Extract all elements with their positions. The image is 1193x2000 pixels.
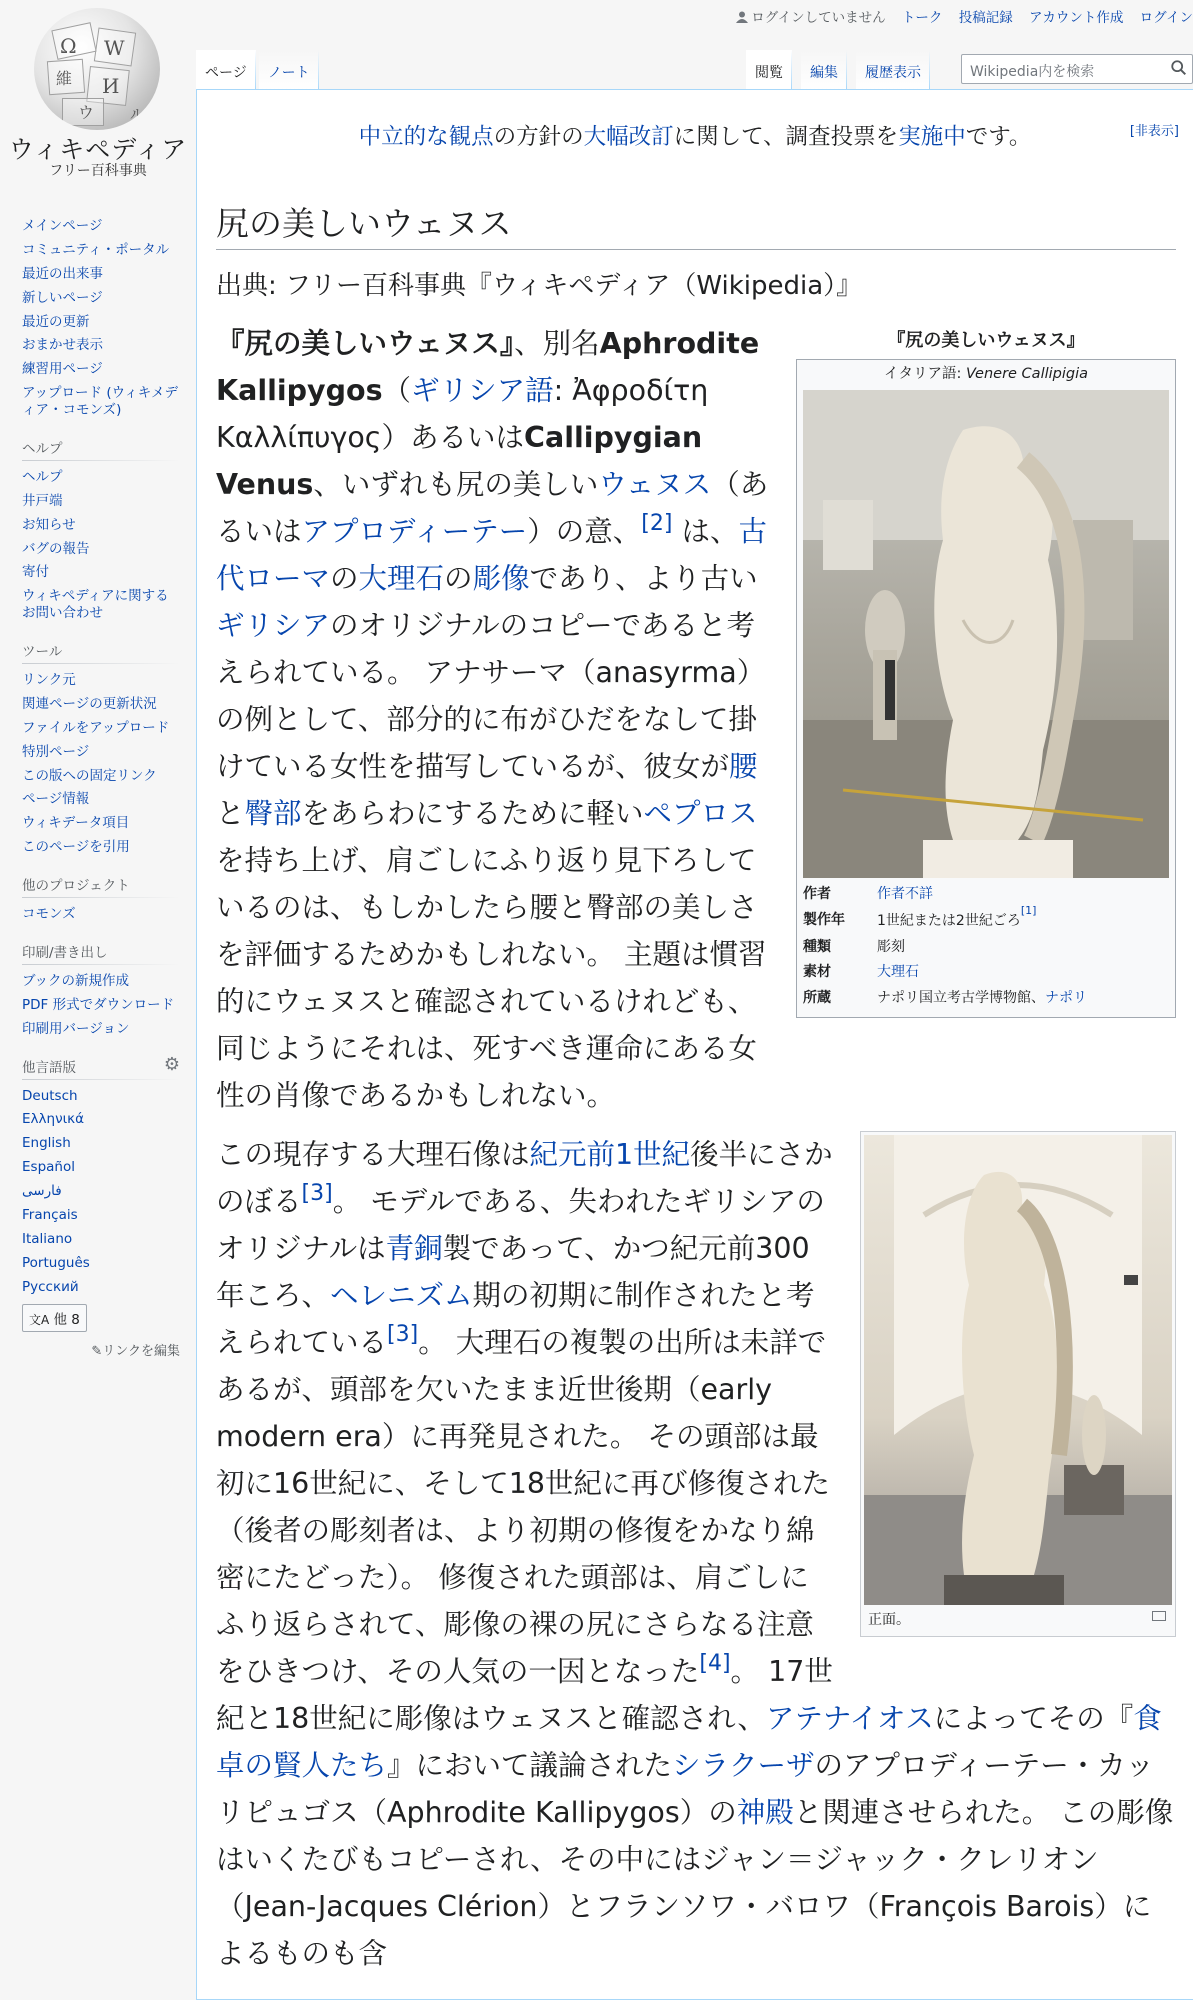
body-text: ）の意、 [527, 515, 642, 548]
body-text: 期の初期に制作されたと考えられている [216, 1279, 815, 1359]
body-text: と [216, 797, 245, 830]
body-text: のオリジナルのコピーであると考えられている。 アナサーマ（anasyrma）の例として、部分的に布がひだをなして掛けている女性を描写しているが、彼女が [216, 609, 766, 783]
translate-icon: 文A [29, 1313, 50, 1328]
sidebar-heading-print: 印刷/書き出し [22, 941, 180, 965]
sidebar-language-item[interactable] [22, 1159, 180, 1176]
logo-wordmark: ウィキペディア [8, 135, 188, 164]
infobox-subtitle-prefix: イタリア語: [883, 366, 966, 383]
sidebar-nav-link[interactable]: 練習用ページ [22, 361, 103, 378]
sidebar-nav-link[interactable]: 新しいページ [22, 289, 103, 306]
create-account-link[interactable]: アカウント作成 [1029, 10, 1124, 26]
sidebar-nav-item[interactable] [22, 266, 180, 283]
sidebar-language-link[interactable]: English [22, 1135, 71, 1152]
body-text: 。 17世紀と18世紀に彫像はウェヌスと確認され、 [216, 1655, 833, 1735]
infobox-key: 製作年 [803, 912, 845, 929]
article-link[interactable]: 青銅 [385, 1232, 443, 1265]
infobox-value-text[interactable]: 大理石 [877, 964, 919, 981]
body-text: の [330, 562, 359, 595]
sidebar-print-link[interactable]: ブックの新規作成 [22, 972, 130, 989]
infobox-subtitle [803, 364, 1169, 390]
tab-note-label: ノート [268, 65, 310, 81]
sidebar-help-item[interactable] [22, 493, 180, 510]
sidebar-nav-link[interactable]: コミュニティ・ポータル [22, 241, 170, 258]
tab-history[interactable] [856, 50, 930, 90]
nav-list [22, 218, 180, 419]
talk-link[interactable]: トーク [901, 10, 943, 26]
article-link[interactable]: 食卓の賢人たち [216, 1702, 1162, 1782]
article-link[interactable]: ヘレニズム [330, 1279, 473, 1312]
sidebar-print-item[interactable] [22, 997, 180, 1014]
languages-heading-label: 他言語版 [22, 1059, 76, 1076]
infobox-value-text: ナポリ国立考古学博物館、 [877, 989, 1045, 1006]
wikipedia-logo[interactable] [0, 0, 196, 190]
body-text: 後半にさかのぼる [216, 1138, 833, 1218]
statue-illustration [803, 390, 1169, 878]
sidebar-heading-languages [22, 1053, 180, 1080]
body-text: （あるいは [216, 468, 769, 548]
sidebar-language-item[interactable] [22, 1255, 180, 1272]
infobox-row [803, 904, 1169, 935]
projects-list [22, 906, 180, 923]
infobox-value [877, 938, 905, 958]
languages-list [22, 1088, 180, 1296]
sidebar-tool-item[interactable] [22, 720, 180, 737]
sidebar-help-link[interactable]: お知らせ [22, 516, 76, 533]
citation-link[interactable]: [1] [1020, 904, 1037, 918]
body-text: 、別名 [514, 327, 600, 360]
sidebar-tool-link[interactable]: ウィキデータ項目 [22, 815, 130, 832]
search-placeholder: Wikipedia内を検索 [970, 64, 1095, 80]
login-link[interactable]: ログイン [1139, 10, 1193, 26]
infobox-value [877, 989, 1087, 1009]
sidebar-help-link[interactable]: 井戸端 [22, 492, 63, 509]
body-text: 。 モデルである、失われたギリシアのオリジナルは [216, 1185, 825, 1265]
infobox-value-link[interactable]: ナポリ [1045, 989, 1087, 1006]
sidebar-tools [22, 640, 180, 856]
body-text: のアプロディーテー・カッリピュゴス（Aphrodite Kallipygos）の [216, 1749, 1154, 1829]
sidebar-tool-item[interactable] [22, 744, 180, 761]
body-text: であり、より古い [529, 562, 758, 595]
article-link[interactable]: ギリシア語 [411, 374, 554, 407]
sidebar-language-item[interactable] [22, 1088, 180, 1105]
notice-text: に関して、調査投票を [673, 124, 899, 150]
caption-text: 正面。 [868, 1612, 910, 1628]
site-sub: 出典: フリー百科事典『ウィキペディア（Wikipedia）』 [216, 271, 863, 301]
body-text: 、いずれも尻の美しい [313, 468, 599, 501]
body-text: この現存する大理石像は [216, 1138, 530, 1171]
more-languages-button[interactable] [22, 1304, 87, 1332]
statue-front-image[interactable] [864, 1135, 1172, 1605]
anon-user [736, 10, 885, 26]
pencil-icon: ✎ [91, 1344, 103, 1360]
sidebar-help-link[interactable]: 寄付 [22, 564, 49, 581]
sidebar-language-item[interactable] [22, 1279, 180, 1296]
infobox-value [877, 904, 1037, 932]
notice-link-vote[interactable]: 実施中 [898, 124, 966, 150]
sidebar-language-item[interactable] [22, 1231, 180, 1248]
sidebar-nav-link[interactable]: アップロード (ウィキメディア・コモンズ) [22, 385, 179, 418]
sidebar-language-item[interactable] [22, 1207, 180, 1224]
sidebar-tool-item[interactable] [22, 815, 180, 832]
sidebar-tool-link[interactable]: ファイルをアップロード [22, 719, 170, 736]
print-list [22, 973, 180, 1038]
globe-glyph: ル [130, 107, 144, 123]
sidebar-help-link[interactable]: バグの報告 [22, 540, 90, 557]
sidebar-projects [22, 874, 180, 923]
sidebar-tool-item[interactable] [22, 791, 180, 808]
notice-text: です。 [965, 124, 1032, 150]
infobox-value [877, 963, 919, 983]
contributions-link[interactable]: 投稿記録 [958, 10, 1013, 26]
sidebar-nav-item[interactable] [22, 337, 180, 354]
sidebar-language-link[interactable]: Русский [22, 1278, 79, 1295]
enlarge-icon[interactable] [1152, 1611, 1166, 1621]
body-text: 』において議論された [387, 1749, 673, 1782]
infobox-rows [803, 878, 1169, 1011]
sidebar-tool-item[interactable] [22, 696, 180, 713]
sidebar-tool-link[interactable]: 関連ページの更新状況 [22, 695, 157, 712]
sidebar-language-item[interactable] [22, 1135, 180, 1152]
sidebar-languages [22, 1053, 180, 1360]
sidebar-nav-link[interactable]: 最近の更新 [22, 313, 90, 330]
body-text: （ [382, 374, 412, 407]
sidebar-help-item[interactable] [22, 517, 180, 534]
sidebar-language-link[interactable]: Italiano [22, 1230, 73, 1247]
body-text: は、 [672, 515, 739, 548]
body-text: によってその『 [933, 1702, 1134, 1735]
article-link[interactable]: 腰 [729, 750, 758, 783]
infobox-value [877, 885, 933, 905]
body-text: 。 大理石の複製の出所は未詳であるが、頭部を欠いたまま近世後期（early modern era）に再発見された。 その頭部は最初に16世紀に、そして18世紀に再び修復された（後者の彫刻者は、より初期の修復をかなり綿密にたどった）。 修復された頭部は、肩ごしにふり返らされて、彫像の裸の尻にさらなる注意をひきつけ、その人気の一因となった [216, 1326, 831, 1688]
sidebar-tool-item[interactable] [22, 768, 180, 785]
sidebar-help-link[interactable]: ウィキペディアに関するお問い合わせ [22, 588, 169, 622]
sidebar-language-link[interactable]: Deutsch [22, 1087, 78, 1104]
infobox-key: 素材 [803, 964, 831, 981]
edit-links[interactable] [22, 1340, 180, 1359]
personal-tools [724, 6, 1193, 26]
sidebar-nav-link[interactable]: 最近の出来事 [22, 265, 103, 282]
sidebar-nav-item[interactable] [22, 361, 180, 378]
body-text: の [444, 562, 473, 595]
article-link[interactable]: ギリシア [216, 609, 331, 642]
page-tabs [196, 50, 1193, 90]
thumbnail-front [860, 1131, 1176, 1637]
infobox-row [803, 960, 1169, 986]
body-text: を持ち上げ、肩ごしにふり返り見下ろしているのは、もしかしたら腰と臀部の美しさを評価するためかもしれない。 主題は慣習的にウェヌスと確認されているけれども、同じようにそれは、死すべき運命にある女性の肖像であるかもしれない。 [216, 844, 767, 1112]
article-link[interactable]: ウェヌス [598, 468, 712, 501]
infobox [796, 328, 1176, 1018]
sidebar-nav-link[interactable]: メインページ [22, 218, 103, 234]
infobox-value-text[interactable]: 作者不詳 [877, 886, 933, 903]
tab-page[interactable] [196, 50, 256, 90]
bold-text: Aphrodite Kallipygos [216, 327, 760, 407]
sidebar-nav-link[interactable]: おまかせ表示 [22, 337, 103, 354]
body-text: 製であって、かつ紀元前300年ころ、 [216, 1232, 810, 1312]
article-link[interactable]: ペプロス [643, 797, 758, 830]
sidebar-nav-item[interactable] [22, 290, 180, 307]
sidebar-heading-tools: ツール [22, 640, 180, 664]
sidebar-tool-item[interactable] [22, 839, 180, 856]
content-area [196, 89, 1193, 2000]
tab-note[interactable] [259, 50, 319, 90]
sidebar-tool-link[interactable]: このページを引用 [22, 839, 130, 856]
infobox-subtitle-italic: Venere Callipigia [965, 366, 1089, 383]
sidebar-nav-item[interactable] [22, 218, 180, 235]
tab-edit-label: 編集 [810, 65, 838, 81]
article-link[interactable]: 神殿 [736, 1796, 794, 1829]
sidebar-help-item[interactable] [22, 564, 180, 581]
sidebar-print-link[interactable]: 印刷用バージョン [22, 1020, 130, 1037]
citation-link[interactable]: [2] [641, 511, 673, 536]
sidebar-print-link[interactable]: PDF 形式でダウンロード [22, 996, 175, 1013]
search-icon[interactable] [1170, 58, 1188, 78]
sidebar-nav-item[interactable] [22, 242, 180, 259]
sidebar [22, 218, 180, 1377]
infobox-row [803, 935, 1169, 961]
infobox-key: 所蔵 [803, 989, 831, 1006]
sidebar-help-item[interactable] [22, 588, 180, 622]
notice-link-revision[interactable]: 大幅改訂 [583, 124, 674, 150]
sidebar-tool-link[interactable]: 特別ページ [22, 743, 90, 760]
sidebar-help-item[interactable] [22, 469, 180, 486]
more-languages-label: 他 8 [53, 1312, 80, 1329]
globe-icon [34, 8, 160, 130]
article-link[interactable]: シラクーザ [672, 1749, 815, 1782]
sidebar-navigation [22, 218, 180, 419]
bold-text: 『尻の美しいウェヌス』 [216, 327, 515, 360]
site-notice [197, 118, 1193, 156]
user-icon [736, 11, 748, 23]
globe-glyph: И [102, 74, 120, 98]
tab-edit[interactable] [801, 50, 847, 90]
sidebar-nav-item[interactable] [22, 385, 180, 419]
statue-front-illustration [864, 1135, 1172, 1605]
notice-text: の方針の [493, 124, 584, 150]
help-list [22, 469, 180, 622]
sidebar-nav-item[interactable] [22, 314, 180, 331]
body-text: : Ἀφροδίτη Καλλίπυγος）あるいは [216, 374, 709, 454]
article-link[interactable]: アプロディーテー [301, 515, 528, 548]
article-body [216, 320, 1176, 1989]
citation-link[interactable]: [3] [387, 1322, 419, 1347]
sidebar-project-link[interactable]: コモンズ [22, 906, 76, 922]
sidebar-tool-link[interactable]: リンク元 [22, 672, 76, 688]
sidebar-heading-help: ヘルプ [22, 437, 180, 461]
not-logged-in-label: ログインしていません [751, 10, 886, 26]
sidebar-heading-projects: 他のプロジェクト [22, 874, 180, 898]
body-text: と関連させられた。 この彫像はいくたびもコピーされ、その中にはジャン＝ジャック・クレリオン（Jean-Jacques Clérion）とフランソワ・バロワ（François Barois）によるものも含 [216, 1796, 1174, 1970]
body-text: をあらわにするために軽い [301, 797, 644, 830]
globe-glyph: Ω [60, 34, 77, 58]
sidebar-tool-link[interactable]: ページ情報 [22, 791, 90, 808]
sidebar-tool-link[interactable]: この版への固定リンク [22, 767, 157, 784]
infobox-value-text: 1世紀または2世紀ごろ [877, 913, 1021, 930]
article-link[interactable]: 古代ローマ [216, 515, 768, 595]
tab-history-label: 履歴表示 [865, 65, 921, 81]
tab-read-label: 閲覧 [755, 65, 783, 81]
thumbnail-caption [864, 1605, 1172, 1633]
infobox-key: 種類 [803, 938, 831, 955]
sidebar-print-item[interactable] [22, 1021, 180, 1038]
gear-icon[interactable]: ⚙ [163, 1053, 180, 1075]
page-title: 尻の美しいウェヌス [216, 198, 1176, 250]
sidebar-print-item[interactable] [22, 973, 180, 990]
globe-glyph: ウ [78, 103, 95, 122]
article-link[interactable]: アテナイオス [765, 1702, 934, 1735]
tab-page-label: ページ [205, 65, 247, 81]
sidebar-tool-item[interactable] [22, 672, 180, 689]
search-input[interactable] [961, 54, 1193, 84]
citation-link[interactable]: [4] [699, 1651, 731, 1676]
citation-link[interactable]: [3] [301, 1181, 333, 1206]
hide-notice-button[interactable]: [非表示] [1129, 124, 1179, 139]
statue-back-image[interactable] [803, 390, 1169, 878]
infobox-value-text: 彫刻 [877, 938, 905, 955]
sidebar-print [22, 941, 180, 1038]
tools-list [22, 672, 180, 856]
sidebar-language-link[interactable]: Español [22, 1159, 75, 1176]
logo-tagline: フリー百科事典 [49, 163, 147, 179]
article-link[interactable]: 臀部 [244, 797, 302, 830]
globe-glyph: 維 [56, 69, 73, 88]
bold-text: Callipygian Venus [216, 421, 703, 501]
sidebar-language-link[interactable]: فارسی [22, 1183, 62, 1199]
article-link[interactable]: 紀元前1世紀 [529, 1138, 691, 1171]
infobox-row [803, 986, 1169, 1012]
sidebar-language-item[interactable] [22, 1111, 180, 1128]
sidebar-language-link[interactable]: Français [22, 1206, 78, 1223]
infobox-row [803, 882, 1169, 908]
article-link[interactable]: 彫像 [472, 562, 530, 595]
infobox-key: 作者 [803, 886, 831, 903]
edit-links-label: リンクを編集 [102, 1344, 180, 1360]
tab-read[interactable] [746, 50, 792, 90]
article-link[interactable]: 大理石 [358, 562, 445, 595]
globe-glyph: W [104, 36, 125, 60]
sidebar-help-item[interactable] [22, 541, 180, 558]
sidebar-language-item[interactable] [22, 1183, 180, 1200]
sidebar-help-link[interactable]: ヘルプ [22, 468, 63, 485]
notice-link-npov[interactable]: 中立的な観点 [358, 124, 494, 150]
infobox-title: 『尻の美しいウェヌス』 [887, 330, 1085, 351]
sidebar-project-item[interactable] [22, 906, 180, 923]
sidebar-help [22, 437, 180, 622]
sidebar-language-link[interactable]: Português [22, 1254, 90, 1271]
sidebar-language-link[interactable]: Ελληνικά [22, 1111, 85, 1128]
